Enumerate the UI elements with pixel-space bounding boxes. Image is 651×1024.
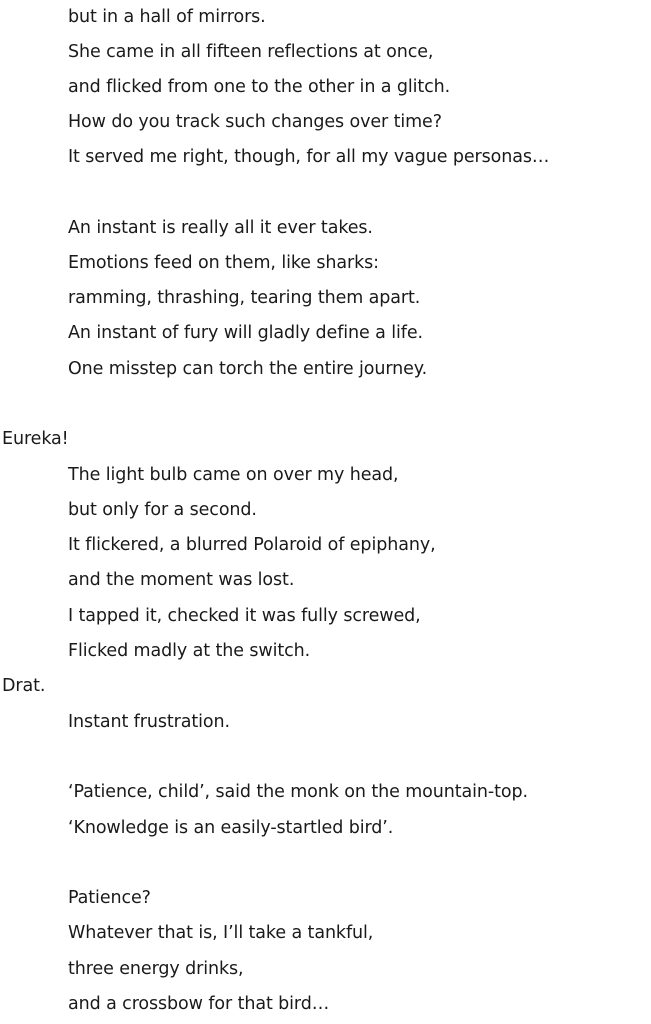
poem-line: and flicked from one to the other in a glitch. xyxy=(68,77,451,97)
poem-exclamation-drat: Drat. xyxy=(2,676,46,696)
poem-line: and a crossbow for that bird… xyxy=(68,994,330,1014)
poem-line: Patience? xyxy=(68,888,151,908)
poem-line: but in a hall of mirrors. xyxy=(68,7,266,27)
poem-line: Instant frustration. xyxy=(68,712,230,732)
poem-line: I tapped it, checked it was fully screwed, xyxy=(68,606,421,626)
poem-line: ‘Patience, child’, said the monk on the mountain-top. xyxy=(68,782,528,802)
poem-exclamation-eureka: Eureka! xyxy=(2,429,69,449)
poem-line: How do you track such changes over time? xyxy=(68,112,442,132)
poem-line: ‘Knowledge is an easily-startled bird’. xyxy=(68,818,394,838)
poem-line: Emotions feed on them, like sharks: xyxy=(68,253,379,273)
poem-line: but only for a second. xyxy=(68,500,257,520)
poem-line: An instant is really all it ever takes. xyxy=(68,218,373,238)
poem-line: Flicked madly at the switch. xyxy=(68,641,311,661)
poem-line: The light bulb came on over my head, xyxy=(68,465,399,485)
poem-line: She came in all fifteen reflections at once, xyxy=(68,42,434,62)
poem-line: and the moment was lost. xyxy=(68,570,295,590)
poem-line: ramming, thrashing, tearing them apart. xyxy=(68,288,421,308)
poem-line: It flickered, a blurred Polaroid of epiphany, xyxy=(68,535,436,555)
poem-line: It served me right, though, for all my vague personas… xyxy=(68,147,550,167)
poem-line: Whatever that is, I’ll take a tankful, xyxy=(68,923,374,943)
poem-line: One misstep can torch the entire journey. xyxy=(68,359,428,379)
poem-line: three energy drinks, xyxy=(68,959,244,979)
poem-line: An instant of fury will gladly define a life. xyxy=(68,323,423,343)
